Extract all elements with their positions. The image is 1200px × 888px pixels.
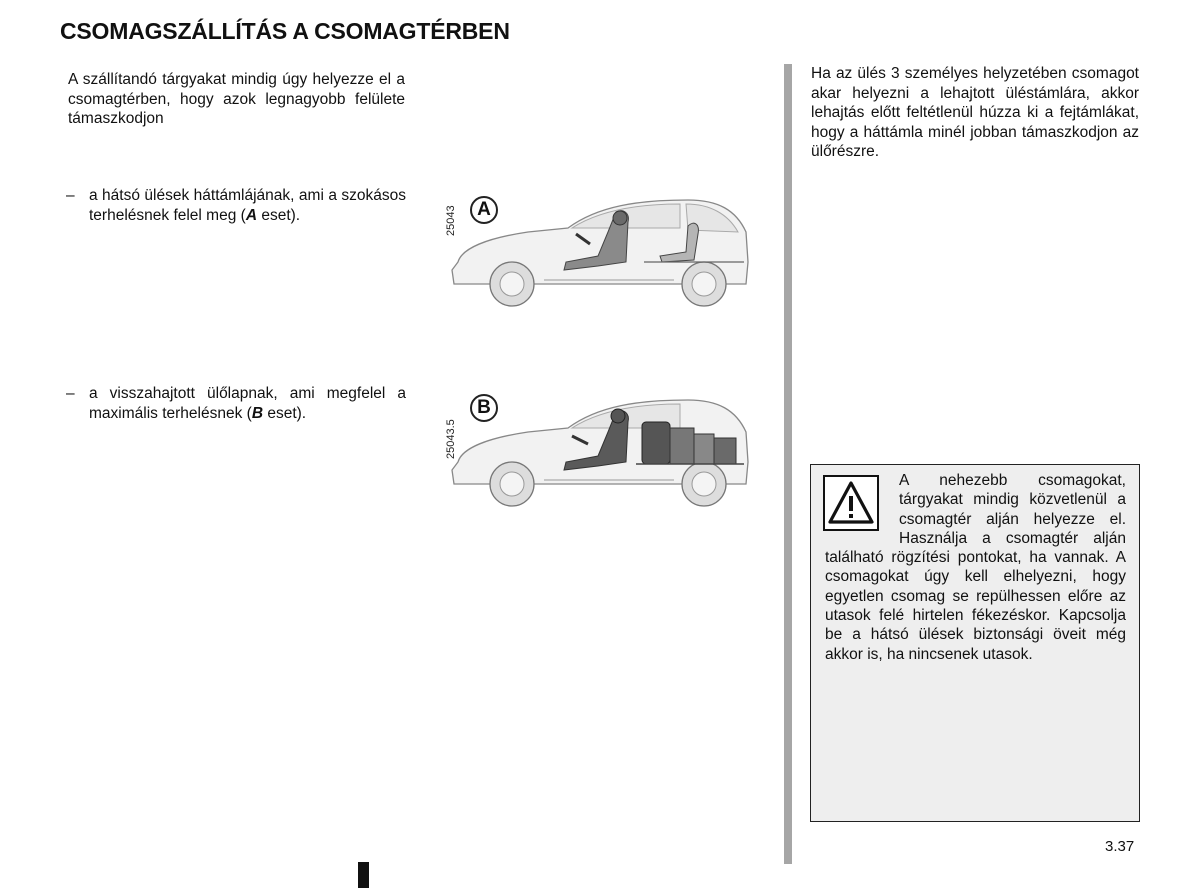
case-letter: B: [251, 404, 264, 422]
headrest-paragraph: Ha az ülés 3 személyes helyzetében csomagot akar helyezni a lehajtott üléstámlára, akkor lehajtás előtt feltétlenül húzza ki a fejtámlákat, hogy a háttámla minél jobban támaszkodjon az ülőrészre.: [811, 65, 1139, 160]
page-title: CSOMAGSZÁLLÍTÁS A CSOMAGTÉRBEN: [60, 18, 510, 44]
bullet-text-start: a visszahajtott ülőlapnak, ami megfelel a maximális terhelésnek (: [89, 385, 406, 422]
bullet-dash: –: [66, 187, 75, 204]
figure-badge: B: [470, 394, 498, 422]
bullet-text-end: eset).: [263, 404, 307, 422]
bullet-dash: –: [66, 385, 75, 402]
warning-text-content: A nehezebb csomagokat, tárgyakat mindig közvetlenül a csomagtér alján helyezze el. Használja a csomagtér alján található rögzítési pontokat, ha vannak. A csomagokat úgy kell elhelyezni, hogy egyetlen csomag se repülhessen előre az utasok felé hirtelen fékezéskor. Kapcsolja be a hátsó ülések biztonsági öveit még akkor is, ha nincsenek utasok.: [825, 472, 1126, 663]
bullet-text: [89, 384, 406, 423]
intro-paragraph: A szállítandó tárgyakat mindig úgy helyezze el a csomagtérben, hogy azok legnagyobb felülete támaszkodjon: [68, 71, 405, 127]
list-item: [66, 186, 406, 225]
column-divider: [784, 64, 792, 864]
page-marker: [358, 862, 369, 888]
figure-badge: A: [470, 196, 498, 224]
figure-code: 25043.5: [445, 419, 457, 459]
warning-triangle-icon: [823, 475, 879, 531]
case-letter: A: [245, 206, 258, 224]
figure-code: 25043: [445, 205, 457, 236]
list-item: [66, 384, 406, 423]
bullet-text: [89, 186, 406, 225]
page-number: 3.37: [1105, 838, 1135, 855]
bullet-text-start: a hátsó ülések háttámlájának, ami a szokásos terhelésnek felel meg (: [89, 187, 406, 224]
warning-box: [810, 464, 1140, 822]
bullet-text-end: eset).: [257, 206, 301, 224]
